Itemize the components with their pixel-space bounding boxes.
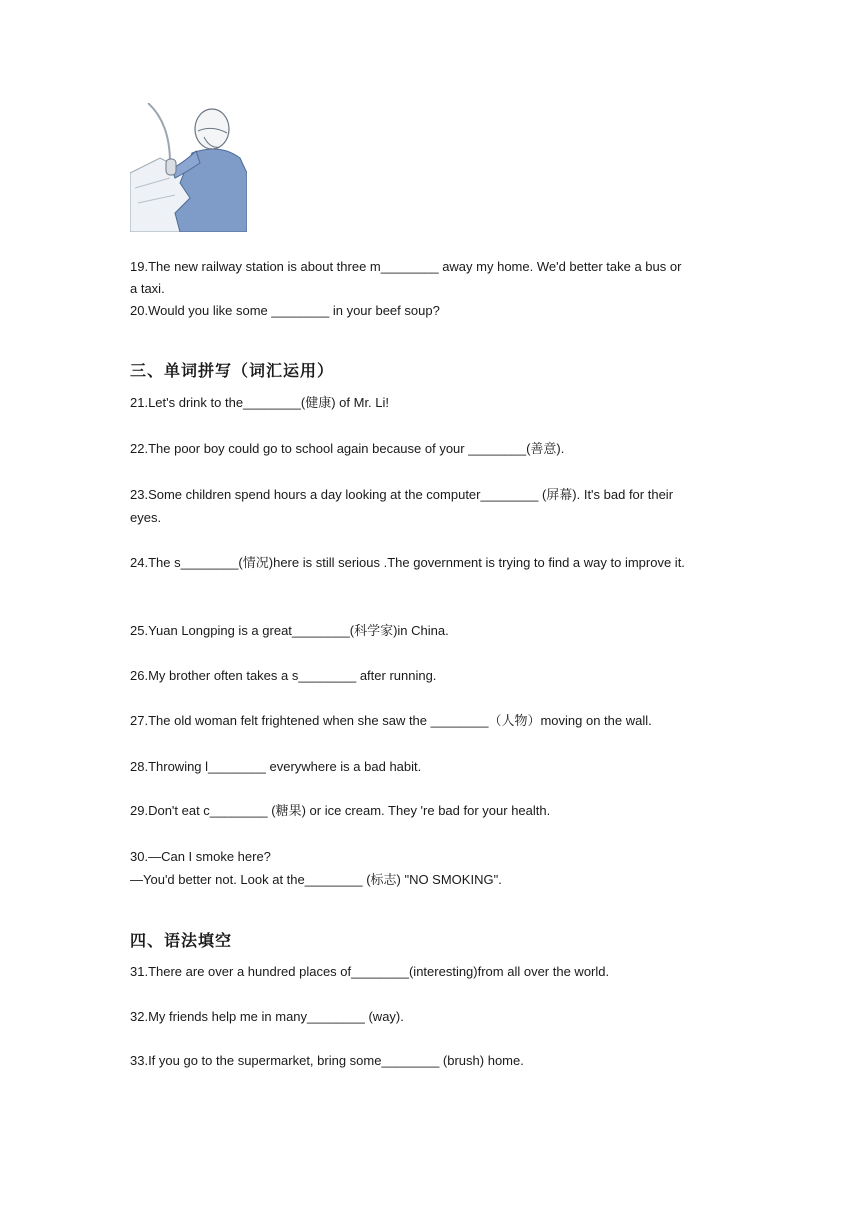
question-21: 21.Let's drink to the________(健康) of Mr. Li! xyxy=(130,395,390,410)
question-24: 24.The s________(情况)here is still serious .The government is trying to find a way to improve it. xyxy=(130,555,685,570)
motorcyclist-illustration xyxy=(130,103,247,232)
question-20: 20.Would you like some ________ in your beef soup? xyxy=(130,303,440,318)
question-27: 27.The old woman felt frightened when she saw the ________（人物）moving on the wall. xyxy=(130,713,652,728)
section-3-heading: 三、单词拼写（词汇运用） xyxy=(130,361,335,380)
question-23-line-1: 23.Some children spend hours a day looking at the computer________ (屏幕). It's bad for their xyxy=(130,487,674,502)
question-30-line-1: 30.—Can I smoke here? xyxy=(130,849,271,864)
question-25: 25.Yuan Longping is a great________(科学家)in China. xyxy=(130,623,449,638)
question-28: 28.Throwing l________ everywhere is a bad habit. xyxy=(130,759,422,774)
question-31: 31.There are over a hundred places of________(interesting)from all over the world. xyxy=(130,964,610,979)
question-30-line-2: —You'd better not. Look at the________ (标志) "NO SMOKING". xyxy=(130,872,502,887)
question-29: 29.Don't eat c________ (糖果) or ice cream. They 're bad for your health. xyxy=(130,803,551,818)
question-33: 33.If you go to the supermarket, bring some________ (brush) home. xyxy=(130,1053,524,1068)
question-23-line-2: eyes. xyxy=(130,510,162,525)
question-22: 22.The poor boy could go to school again because of your ________(善意). xyxy=(130,441,565,456)
question-26: 26.My brother often takes a s________ after running. xyxy=(130,668,437,683)
question-19-line-2: a taxi. xyxy=(130,281,165,296)
section-4-heading: 四、语法填空 xyxy=(130,931,233,950)
question-32: 32.My friends help me in many________ (way). xyxy=(130,1009,404,1024)
question-19-line-1: 19.The new railway station is about three m________ away my home. We'd better take a bus or xyxy=(130,259,682,274)
